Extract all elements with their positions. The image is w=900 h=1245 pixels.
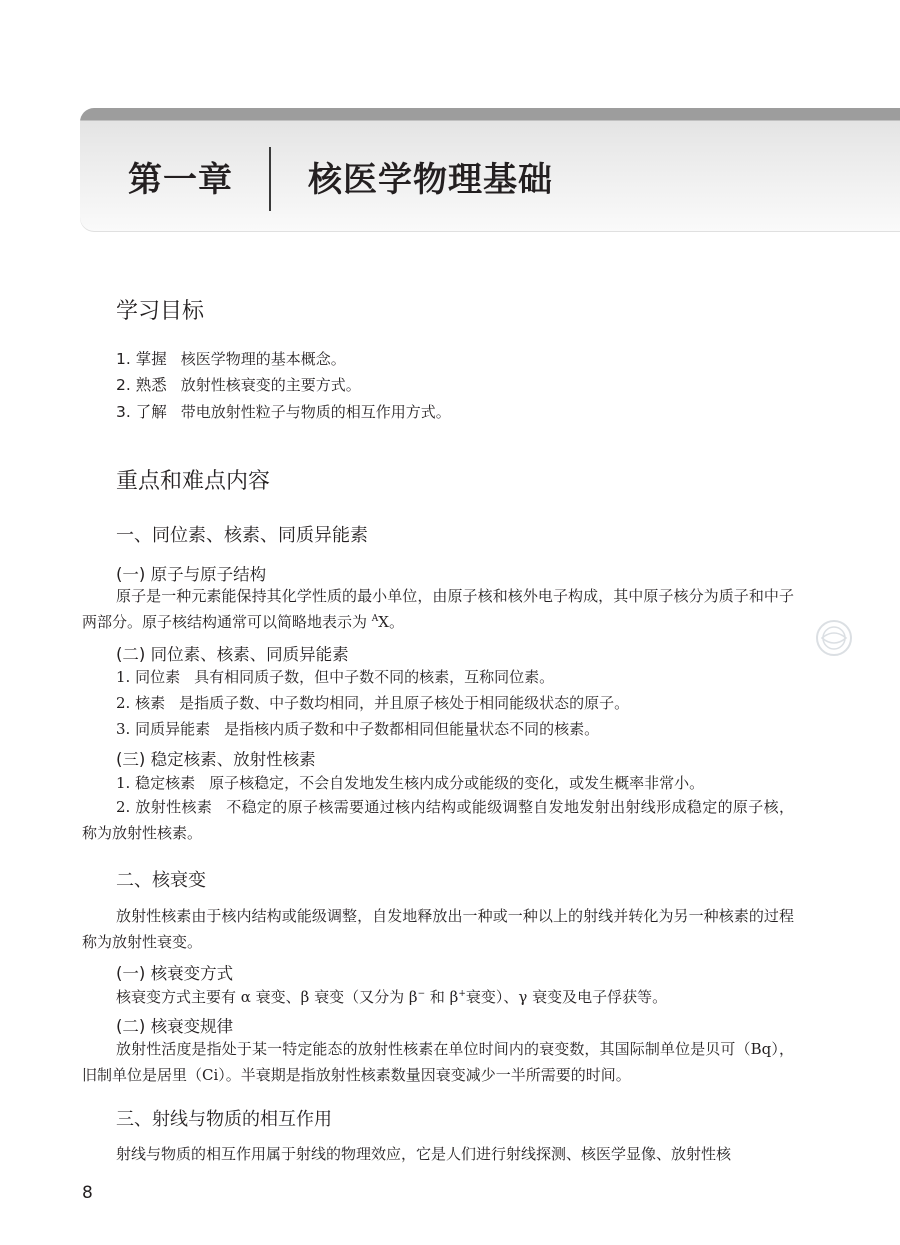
list-item: 2. 放射性核素 不稳定的原子核需要通过核内结构或能级调整自发地发射出射线形成稳定的原子核，称为放射性核素。 [82,798,794,842]
paragraph: 放射性核素由于核内结构或能级调整，自发地释放出一种或一种以上的射线并转化为另一种核素的过程称为放射性衰变。 [82,907,794,951]
objectives-heading: 学习目标 [116,299,205,324]
objective-text: 核医学物理的基本概念。 [180,350,346,368]
term: 1. 稳定核素 [116,774,196,792]
superscript: + [458,989,466,999]
subsection-heading: (二) 同位素、核素、同质异能素 [116,645,349,664]
term: 3. 同质异能素 [116,720,211,738]
term: 2. 放射性核素 [116,798,213,816]
objective-text: 放射性核衰变的主要方式。 [180,376,361,394]
paragraph: 射线与物质的相互作用属于射线的物理效应，它是人们进行射线探测、核医学显像、放射性核 [116,1145,732,1163]
paragraph: 原子是一种元素能保持其化学性质的最小单位，由原子核和核外电子构成，其中原子核分为质子和中子两部分。原子核结构通常可以简略地表示为 $^A$X。 [82,587,794,631]
chapter-number: 第一章 [128,160,233,200]
list-item: 1. 同位素 具有相同质子数，但中子数不同的核素，互称同位素。 [116,668,555,686]
subsection-heading: (二) 核衰变规律 [116,1017,234,1036]
objective-item [116,348,346,370]
chapter-divider [269,147,271,211]
superscript: − [417,989,426,999]
section-heading: 三、射线与物质的相互作用 [116,1109,332,1130]
term: 2. 核素 [116,694,166,712]
list-item: 2. 核素 是指质子数、中子数均相同，并且原子核处于相同能级状态的原子。 [116,694,630,712]
objective-text: 带电放射性粒子与物质的相互作用方式。 [180,403,451,421]
publisher-logo-icon [814,618,854,658]
subsection-heading: (一) 核衰变方式 [116,964,234,983]
chapter-title: 核医学物理基础 [308,160,553,200]
objective-label: 3. 了解 [116,403,167,421]
subsection-heading: (一) 原子与原子结构 [116,565,267,584]
section-heading: 一、同位素、核素、同质异能素 [116,525,368,546]
page-number: 8 [82,1183,93,1203]
superscript: A [371,614,379,624]
objective-item [116,374,361,396]
objective-item [116,401,451,423]
term: 1. 同位素 [116,668,181,686]
key-points-heading: 重点和难点内容 [116,469,271,494]
objective-label: 2. 熟悉 [116,376,167,394]
subsection-heading: (三) 稳定核素、放射性核素 [116,750,316,769]
list-item: 1. 稳定核素 原子核稳定，不会自发地发生核内成分或能级的变化，或发生概率非常小。 [116,774,705,792]
paragraph: 核衰变方式主要有 α 衰变、β 衰变（又分为 β− 和 β+衰变）、γ 衰变及电子俘获等。 [116,988,668,1006]
list-item: 3. 同质异能素 是指核内质子数和中子数都相同但能量状态不同的核素。 [116,720,600,738]
objective-label: 1. 掌握 [116,350,167,368]
section-heading: 二、核衰变 [116,870,206,891]
paragraph: 放射性活度是指处于某一特定能态的放射性核素在单位时间内的衰变数，其国际制单位是贝可（Bq），旧制单位是居里（Ci）。半衰期是指放射性核素数量因衰变减少一半所需要的时间。 [82,1040,794,1084]
